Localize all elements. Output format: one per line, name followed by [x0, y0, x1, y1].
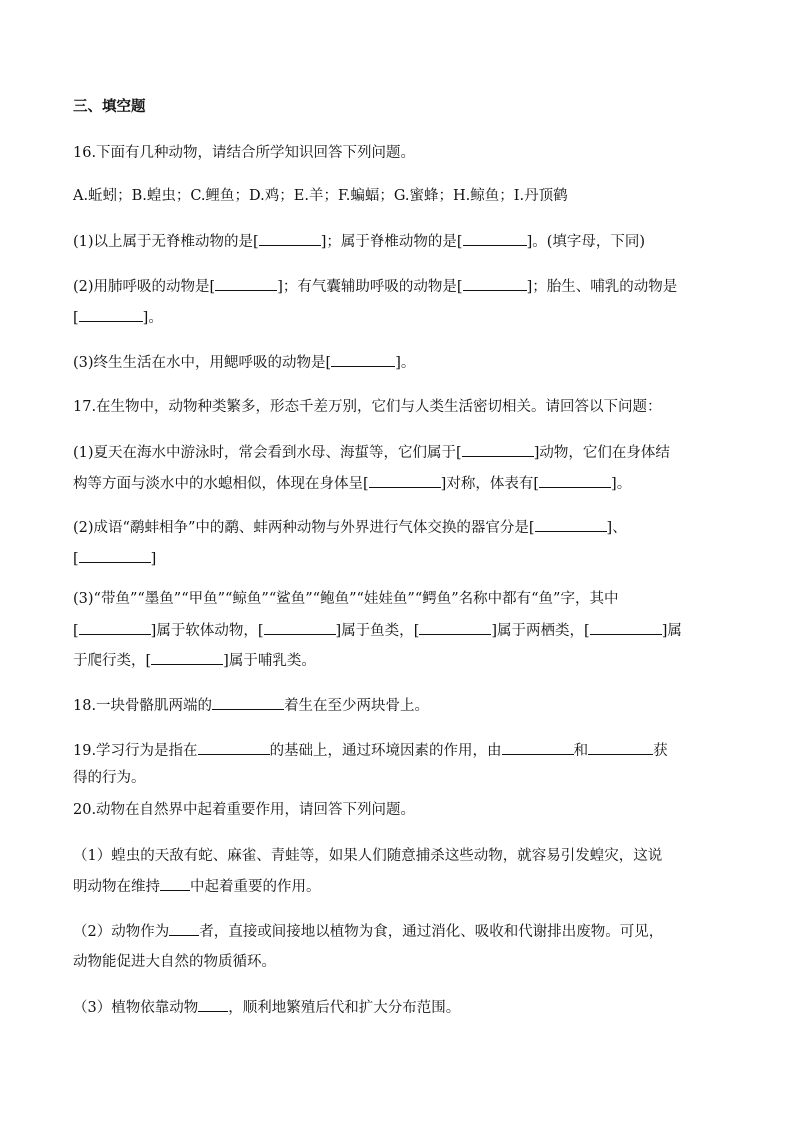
q16-stem: 16.下面有几种动物，请结合所学知识回答下列问题。	[73, 145, 416, 161]
q17-part3-cont	[73, 620, 733, 641]
bracket-close: ]	[395, 355, 401, 371]
q17-part3: (3)“带鱼”“墨鱼”“甲鱼”“鲸鱼”“鲨鱼”“鲍鱼”“娃娃鱼”“鳄鱼”名称中都有“鱼”字，其中	[73, 591, 619, 607]
bracket-open: [	[456, 234, 463, 250]
q17-p2-text-b: 、	[612, 520, 627, 536]
q17-part1	[73, 442, 733, 463]
q17-p1-text-a: (1)夏天在海水中游泳时，常会看到水母、海蜇等，它们属于	[73, 445, 457, 461]
q16-p2-text-b: ；有气囊辅助呼吸的动物是	[282, 279, 457, 295]
answer-blank[interactable]	[588, 740, 653, 755]
q20-part1: （1）蝗虫的天敌有蛇、麻雀、青蛙等，如果人们随意捕杀这些动物，就容易引发蝗灾，这说	[73, 848, 663, 864]
answer-blank[interactable]	[259, 231, 321, 246]
q17-p3-text-f: 于爬行类，	[73, 653, 146, 669]
answer-blank[interactable]	[535, 517, 607, 532]
q17-p3-text-d: 属于两栖类，	[497, 623, 585, 639]
bracket-close: ]	[611, 476, 617, 492]
q18	[73, 695, 733, 716]
q16-options: A.蚯蚓；B.蝗虫；C.鲤鱼；D.鸡；E.羊；F.蝙蝠；G.蜜蜂；H.鲸鱼；I.丹顶鹤	[73, 188, 568, 204]
q17-p3-text-b: 属于软体动物，	[156, 623, 258, 639]
q20-p3-text-b: ，顺利地繁殖后代和扩大分布范围。	[228, 1000, 461, 1016]
q18-text-b: 着生在至少两块骨上。	[284, 698, 430, 714]
q16-p3-text-a: (3)终生生活在水中，用鳃呼吸的动物是	[73, 355, 326, 371]
q16-p3-text-b: 。	[400, 355, 416, 371]
answer-blank[interactable]	[169, 921, 199, 936]
bracket-close: ]	[491, 623, 498, 639]
q20-p1-text-b: 明动物在维持	[73, 879, 160, 895]
answer-blank[interactable]	[160, 876, 190, 891]
answer-blank[interactable]	[369, 473, 441, 488]
bracket-close: ]	[526, 234, 533, 250]
q16-p1-text-c: 。(填字母，下同)	[532, 234, 646, 250]
q17-part2	[73, 517, 733, 538]
answer-blank[interactable]	[264, 620, 336, 635]
bracket-open: [	[145, 653, 152, 669]
q20-p2-text-a: （2）动物作为	[73, 924, 170, 940]
answer-blank[interactable]	[198, 740, 270, 755]
q17-p1-text-c: 构等方面与淡水中的水螅相似，体现在身体呈	[73, 476, 363, 492]
bracket-close: ]	[150, 623, 157, 639]
q18-text-a: 18.一块骨骼肌两端的	[73, 698, 213, 714]
bracket-close: ]	[320, 234, 327, 250]
answer-blank[interactable]	[331, 352, 395, 367]
q19-text-a: 19.学习行为是指在	[73, 743, 198, 759]
q20-part3	[73, 997, 733, 1018]
answer-blank[interactable]	[502, 740, 574, 755]
q20-p3-text-a: （3）植物依靠动物	[73, 1000, 199, 1016]
bracket-open: [	[253, 234, 259, 250]
bracket-open: [	[533, 476, 540, 492]
bracket-open: [	[584, 623, 590, 639]
bracket-open: [	[325, 355, 332, 371]
q16-p2-text-d: 。	[148, 310, 163, 326]
answer-blank[interactable]	[463, 276, 527, 291]
q17-stem: 17.在生物中，动物种类繁多，形态千差万别，它们与人类生活密切相关。请回答以下问题：	[73, 399, 662, 415]
q20-stem: 20.动物在自然界中起着重要作用，请回答下列问题。	[73, 802, 416, 818]
answer-blank[interactable]	[151, 650, 223, 665]
q16-p1-text-b: ；属于脊椎动物的是	[326, 234, 457, 250]
q20-part2	[73, 921, 733, 942]
q17-part3-cont2	[73, 650, 733, 671]
bracket-close: ]	[142, 310, 149, 326]
bracket-close: ]	[661, 623, 668, 639]
q19-cont: 得的行为。	[73, 770, 146, 786]
bracket-open: [	[257, 623, 264, 639]
bracket-close: ]	[533, 445, 540, 461]
q17-part2-cont	[73, 548, 733, 569]
q16-part3	[73, 352, 733, 373]
answer-blank[interactable]	[212, 695, 284, 710]
bracket-close: ]	[606, 520, 613, 536]
q16-p2-text-c: ；胎生、哺乳的动物是	[532, 279, 678, 295]
q17-p3-text-c: 属于鱼类，	[341, 623, 414, 639]
q17-p3-text-g: 属于哺乳类。	[228, 653, 316, 669]
bracket-close: ]	[223, 653, 229, 669]
bracket-open: [	[73, 551, 79, 567]
q16-part2	[73, 276, 733, 297]
q16-part2-cont	[73, 307, 733, 328]
q19-text-b: 的基础上，通过环境因素的作用，由	[269, 743, 502, 759]
q19-text-c: 和	[573, 743, 589, 759]
q16-part1	[73, 231, 733, 252]
q16-p1-text-a: (1)以上属于无脊椎动物的是	[73, 234, 254, 250]
q17-p3-text-e: 属	[667, 623, 682, 639]
bracket-open: [	[456, 445, 462, 461]
bracket-open: [	[363, 476, 369, 492]
answer-blank[interactable]	[198, 997, 228, 1012]
bracket-open: [	[528, 520, 535, 536]
q20-part2-cont: 动物能促进大自然的物质循环。	[73, 954, 276, 970]
answer-blank[interactable]	[215, 276, 277, 291]
q17-p1-text-e: 。	[616, 476, 632, 492]
answer-blank[interactable]	[539, 473, 611, 488]
q20-p2-text-b: 者，直接或间接地以植物为食，通过消化、吸收和代谢排出废物。可见，	[199, 924, 664, 940]
answer-blank[interactable]	[79, 307, 143, 322]
bracket-open: [	[73, 623, 79, 639]
q19	[73, 740, 733, 761]
answer-blank[interactable]	[590, 620, 662, 635]
bracket-open: [	[413, 623, 420, 639]
q17-part1-cont	[73, 473, 733, 494]
answer-blank[interactable]	[463, 231, 527, 246]
bracket-open: [	[456, 279, 463, 295]
bracket-open: [	[209, 279, 216, 295]
answer-blank[interactable]	[462, 442, 534, 457]
q20-part1-cont	[73, 876, 733, 897]
bracket-open: [	[73, 310, 79, 326]
q20-p1-text-c: 中起着重要的作用。	[190, 879, 321, 895]
bracket-close: ]	[335, 623, 342, 639]
bracket-close: ]	[440, 476, 447, 492]
q17-p2-text-a: (2)成语“鹬蚌相争”中的鹬、蚌两种动物与外界进行气体交换的器官分是	[73, 520, 529, 536]
bracket-close: ]	[526, 279, 533, 295]
answer-blank[interactable]	[79, 548, 151, 563]
answer-blank[interactable]	[79, 620, 151, 635]
answer-blank[interactable]	[419, 620, 491, 635]
bracket-close: ]	[150, 551, 157, 567]
q16-p2-text-a: (2)用肺呼吸的动物是	[73, 279, 210, 295]
q17-p1-text-b: 动物，它们在身体结	[539, 445, 670, 461]
bracket-close: ]	[277, 279, 283, 295]
q17-p1-text-d: 对称，体表有	[446, 476, 534, 492]
section-title: 三、填空题	[73, 99, 146, 115]
q19-text-d: 获	[653, 743, 668, 759]
